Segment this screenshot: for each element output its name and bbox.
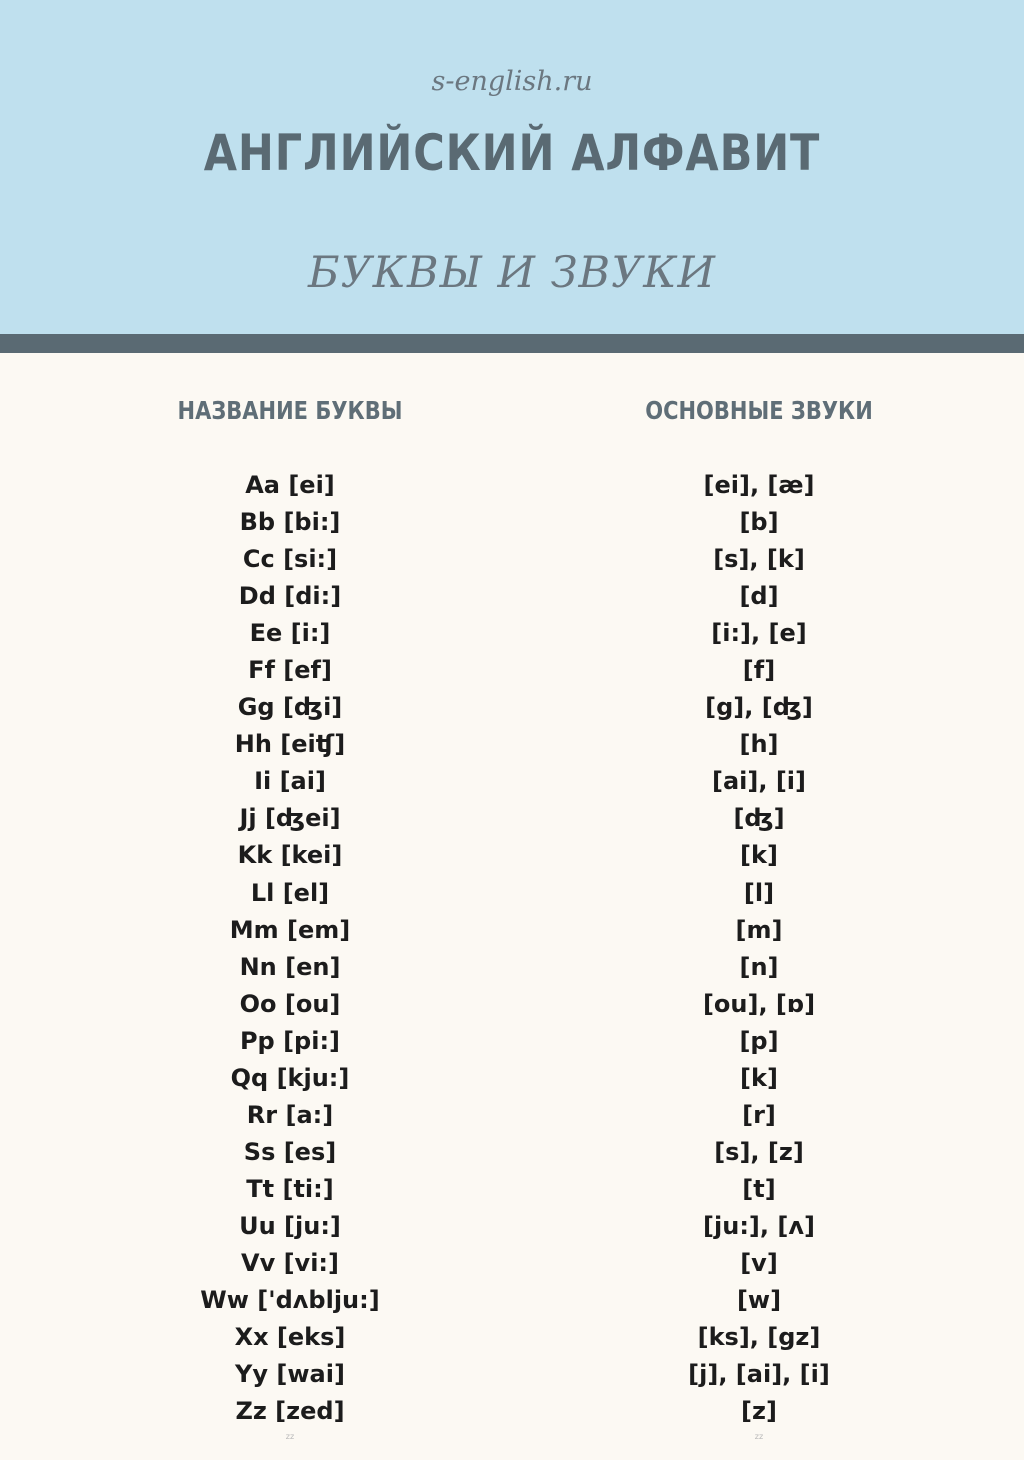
letter-name-cell: Zz [zed] [235,1397,345,1426]
main-sounds-cell: [ai], [i] [712,767,806,796]
table-row [0,726,1024,763]
table-row [0,1356,1024,1393]
main-sounds-cell: [k] [740,841,778,870]
letter-name-cell: Ww ['dʌblju:] [200,1286,380,1315]
main-sounds-cell: [d] [739,582,779,611]
letter-name-cell: Dd [di:] [238,582,342,611]
table-row [0,1319,1024,1356]
table-row [0,1171,1024,1208]
letter-name-cell: Kk [kei] [237,841,343,870]
table-row [0,1282,1024,1319]
main-sounds-cell: [s], [k] [713,545,805,574]
letter-name-cell: Pp [pi:] [239,1026,341,1055]
page-title: АНГЛИЙСКИЙ АЛФАВИТ [203,124,821,182]
table-row [0,652,1024,689]
letter-name-cell: Qq [kju:] [230,1063,350,1092]
column-header-letter-name: НАЗВАНИЕ БУКВЫ [177,396,403,425]
letter-name-cell: Ll [el] [250,878,330,907]
table-row [0,875,1024,912]
alphabet-table [0,467,1024,1430]
table-row [0,1023,1024,1060]
main-sounds-cell: [w] [736,1286,782,1315]
letter-name-cell: Nn [en] [239,952,341,981]
main-sounds-cell: [z] [741,1397,777,1426]
main-sounds-cell: [ju:], [ʌ] [703,1211,815,1240]
main-sounds-cell: [j], [ai], [i] [688,1360,830,1389]
table-row [0,1208,1024,1245]
letter-name-cell: Ee [i:] [249,619,331,648]
letter-name-cell: Cc [si:] [242,545,338,574]
footer-mark-left: zz [285,1432,295,1441]
letter-name-cell: Ss [es] [243,1137,337,1166]
letter-name-cell: Hh [eiʧ] [234,730,346,759]
table-row [0,1393,1024,1430]
letter-name-cell: Oo [ou] [239,989,341,1018]
table-row [0,763,1024,800]
letter-name-cell: Uu [ju:] [239,1211,341,1240]
main-sounds-cell: [ou], [ɒ] [702,989,816,1018]
table-row [0,949,1024,986]
main-sounds-cell: [ei], [æ] [703,471,815,499]
letter-name-cell: Jj [ʤei] [239,804,341,833]
table-row [0,504,1024,541]
main-sounds-cell: [h] [739,730,779,759]
main-sounds-cell: [s], [z] [714,1137,804,1166]
table-row [0,689,1024,726]
letter-name-cell: Rr [a:] [246,1100,334,1129]
letter-name-cell: Mm [em] [229,915,351,944]
main-sounds-cell: [ks], [gz] [697,1323,821,1352]
main-sounds-cell: [i:], [e] [711,619,807,648]
main-sounds-cell: [r] [742,1100,776,1129]
table-row [0,1060,1024,1097]
site-name: s-english.ru [431,66,593,97]
table-row [0,1097,1024,1134]
main-sounds-cell: [ʤ] [733,804,785,833]
table-row [0,986,1024,1023]
column-header-main-sounds: ОСНОВНЫЕ ЗВУКИ [645,396,873,425]
main-sounds-cell: [b] [739,508,779,537]
letter-name-cell: Aa [ei] [245,471,335,499]
main-sounds-cell: [k] [740,1063,778,1092]
header-divider [0,334,1024,353]
footer-mark-right: zz [754,1432,764,1441]
header-banner [0,0,1024,334]
main-sounds-cell: [p] [739,1026,779,1055]
table-row [0,578,1024,615]
table-row [0,837,1024,874]
letter-name-cell: Bb [bi:] [239,508,341,537]
letter-name-cell: Ff [ef] [248,656,332,685]
letter-name-cell: Yy [wai] [235,1360,345,1389]
main-sounds-cell: [t] [742,1174,776,1203]
main-sounds-cell: [n] [739,952,779,981]
main-sounds-cell: [l] [743,878,775,907]
main-sounds-cell: [g], [ʤ] [705,693,813,722]
table-row [0,1134,1024,1171]
main-sounds-cell: [v] [740,1248,778,1277]
table-row [0,541,1024,578]
letter-name-cell: Gg [ʤi] [237,693,343,722]
letter-name-cell: Vv [vi:] [241,1248,339,1277]
letter-name-cell: Ii [ai] [254,767,326,796]
letter-name-cell: Tt [ti:] [246,1174,334,1203]
table-row [0,467,1024,504]
table-row [0,615,1024,652]
page-subtitle: БУКВЫ И ЗВУКИ [308,248,716,298]
letter-name-cell: Xx [eks] [234,1323,346,1352]
table-row [0,800,1024,837]
table-row [0,912,1024,949]
main-sounds-cell: [m] [735,915,783,944]
main-sounds-cell: [f] [742,656,776,685]
table-row [0,1245,1024,1282]
